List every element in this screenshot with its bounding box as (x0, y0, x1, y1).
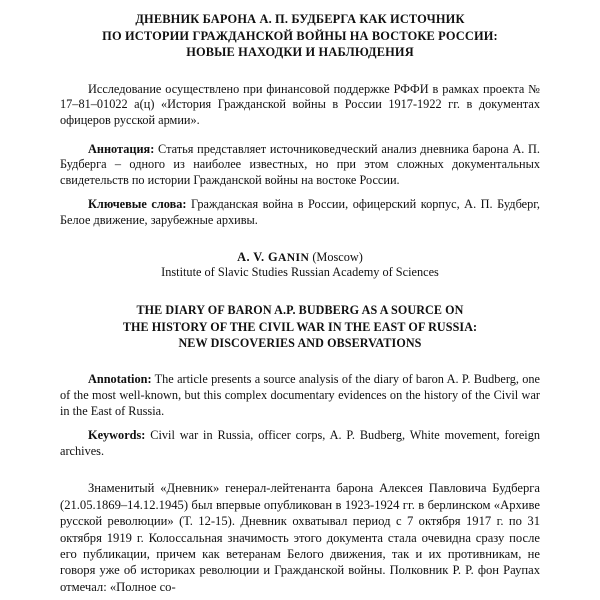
russian-annotation (60, 142, 540, 189)
english-title (60, 302, 540, 351)
english-title-line-1: THE DIARY OF BARON A.P. BUDBERG AS A SOURCE ON (136, 303, 464, 318)
author-name (237, 251, 309, 264)
author-line (60, 250, 540, 266)
english-title-line-2: THE HISTORY OF THE CIVIL WAR IN THE EAST OF RUSSIA: (122, 319, 478, 334)
english-keywords-label: Keywords: (88, 428, 146, 443)
author-affiliation: Institute of Slavic Studies Russian Academy of Sciences (161, 265, 439, 280)
spacer-after-funding-note (60, 129, 540, 142)
russian-title-line-1: ДНЕВНИК БАРОНА А. П. БУДБЕРГА КАК ИСТОЧНИК (135, 12, 465, 26)
funding-note: Исследование осуществлено при финансовой поддержке РФФИ в рамках проекта № 17–81–01022 а(ц) «История Гражданской войны в России 1917-1922 гг. в документах офицеров русской армии». (60, 81, 540, 127)
russian-title (60, 11, 540, 61)
spacer-before-body (60, 459, 540, 480)
spacer-after-russian-title (60, 61, 540, 82)
russian-keywords-text: Гражданская война в России, офицерский корпус, А. П. Будберг, Белое движение, зарубежные архивы. (60, 197, 540, 227)
english-annotation-text: The article presents a source analysis of the diary of baron A. P. Budberg, one of the most well-known, but this complex documentary evidences on the history of the Civil war in the East of Russia. (60, 372, 540, 418)
author-city: (Moscow) (309, 249, 363, 264)
spacer-before-english-title (60, 281, 540, 302)
russian-title-line-3: НОВЫЕ НАХОДКИ И НАБЛЮДЕНИЯ (186, 45, 414, 60)
body-paragraph-1: Знаменитый «Дневник» генерал-лейтенанта барона Алексея Павловича Будберга (21.05.1869–14.12.1945) был впервые опубликован в 1923-1924 гг. в берлинском «Архиве русской революции» (Т. 12-15). Дневник охватывал период с 7 октября 1917 г. по 31 октября 1919 г. Колоссальная значимость этого документа стала очевидна сразу после его публикации, причем как ветеранам Белого движения, так и их противникам, не говоря уже об историках революции и Гражданской войны. Полковник Р. Р. фон Раупах отмечал: «Полное со- (60, 481, 540, 594)
english-keywords-text: Civil war in Russia, officer corps, A. P. Budberg, White movement, foreign archives. (60, 428, 540, 458)
spacer-after-english-annotation (60, 419, 540, 428)
spacer-before-author (60, 229, 540, 250)
author-surname: ANIN (278, 250, 310, 264)
english-title-line-3: NEW DISCOVERIES AND OBSERVATIONS (178, 335, 422, 350)
english-annotation (60, 372, 540, 419)
author-initials: A. V. G (237, 249, 279, 264)
spacer-after-russian-annotation (60, 188, 540, 197)
spacer-after-english-title (60, 351, 540, 372)
russian-keywords (60, 197, 540, 228)
english-annotation-label: Annotation: (88, 372, 152, 387)
author-block (60, 250, 540, 282)
english-keywords (60, 428, 540, 459)
russian-keywords-label: Ключевые слова: (88, 197, 187, 212)
russian-annotation-text: Статья представляет источниковедческий анализ дневника барона А. П. Будберга – одного из наиболее известных, но при этом сложных документальных свидетельств по истории Гражданской войны на востоке России. (60, 141, 540, 187)
russian-annotation-label: Аннотация: (88, 141, 155, 156)
russian-title-line-2: ПО ИСТОРИИ ГРАЖДАНСКОЙ ВОЙНЫ НА ВОСТОКЕ РОССИИ: (102, 28, 498, 43)
